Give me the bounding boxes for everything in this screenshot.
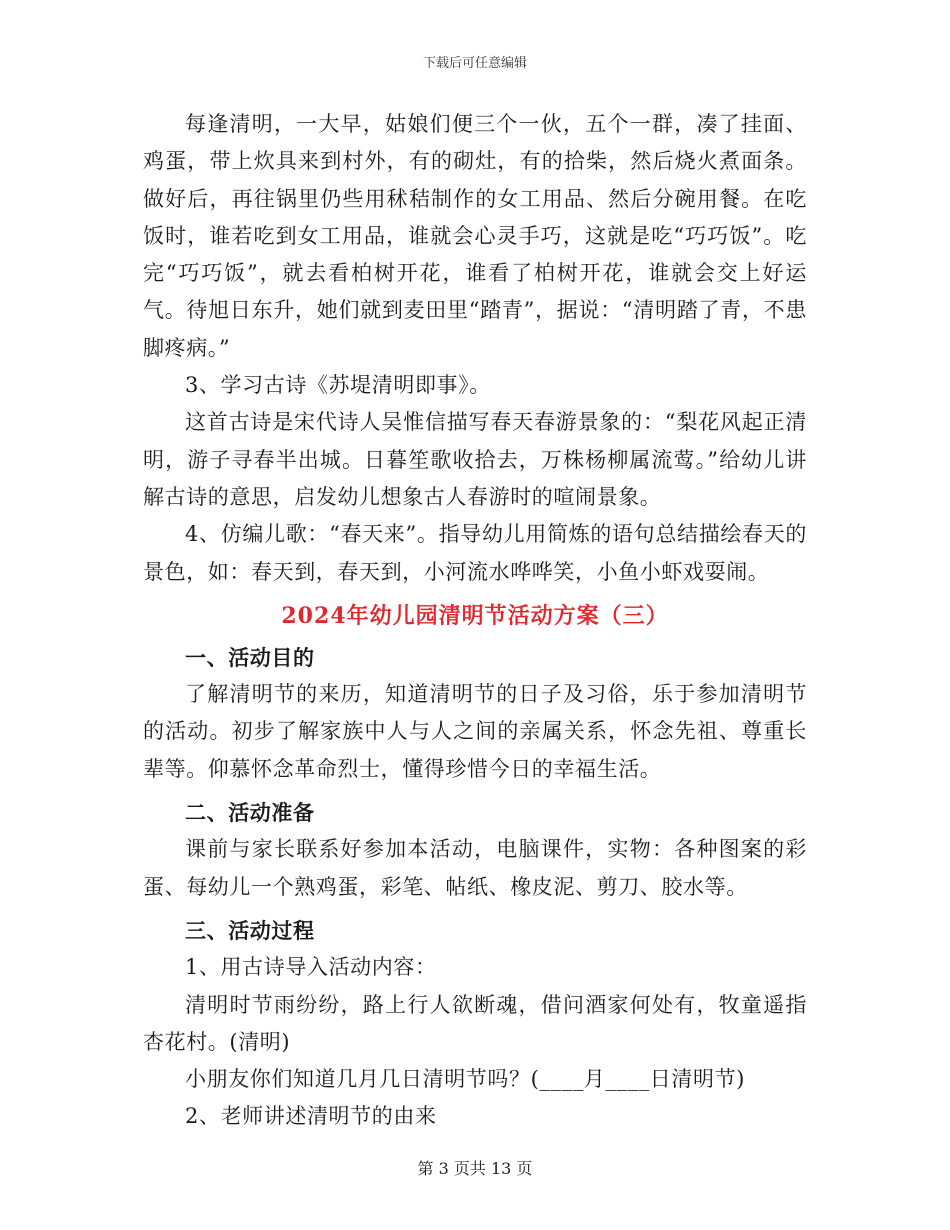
paragraph-step-1: 1、用古诗导入活动内容： [185, 955, 437, 980]
heading-activity-process: 三、活动过程 [185, 917, 315, 943]
paragraph-step-2: 2、老师讲述清明节的由来 [185, 1104, 437, 1129]
paragraph-item-3: 3、学习古诗《苏堤清明即事》。 [185, 373, 491, 398]
page-number: 第 3 页共 13 页 [417, 1159, 533, 1178]
heading-activity-prep: 二、活动准备 [185, 800, 315, 826]
paragraph-question: 小朋友你们知道几月几日清明节吗？(____月____日清明节) [185, 1067, 745, 1092]
document-body [143, 106, 807, 1136]
paragraph-poem: 清明时节雨纷纷，路上行人欲断魂，借问酒家何处有，牧童遥指杏花村。(清明) [143, 992, 807, 1054]
header-note: 下载后可任意编辑 [422, 56, 527, 71]
section-title: 2024年幼儿园清明节活动方案（三） [281, 602, 669, 629]
paragraph-item-4: 4、仿编儿歌：“春天来”。指导幼儿用简炼的语句总结描绘春天的景色，如：春天到，春天到，小河流水哗哗笑，小鱼小虾戏耍闹。 [143, 522, 807, 584]
paragraph-activity-goal: 了解清明节的来历，知道清明节的日子及习俗，乐于参加清明节的活动。初步了解家族中人与人之间的亲属关系，怀念先祖、尊重长辈等。仰慕怀念革命烈士，懂得珍惜今日的幸福生活。 [143, 682, 807, 781]
paragraph-poem-explanation: 这首古诗是宋代诗人吴惟信描写春天春游景象的：“梨花风起正清明，游子寻春半出城。日暮笙歌收拾去，万株杨柳属流莺。”给幼儿讲解古诗的意思，启发幼儿想象古人春游时的喧闹景象。 [143, 410, 807, 509]
paragraph-custom-description: 每逢清明，一大早，姑娘们便三个一伙，五个一群，凑了挂面、鸡蛋，带上炊具来到村外，有的砌灶，有的拾柴，然后烧火煮面条。做好后，再往锅里仍些用秫秸制作的女工用品、然后分碗用餐。在吃饭时，谁若吃到女工用品，谁就会心灵手巧，这就是吃“巧巧饭”。吃完“巧巧饭”，就去看柏树开花，谁看了柏树开花，谁就会交上好运气。待旭日东升，她们就到麦田里“踏青”，据说：“清明踏了青，不患脚疼病。” [143, 112, 807, 360]
heading-activity-goal: 一、活动目的 [185, 644, 315, 670]
paragraph-activity-prep: 课前与家长联系好参加本活动，电脑课件，实物：各种图案的彩蛋、每幼儿一个熟鸡蛋，彩笔、帖纸、橡皮泥、剪刀、胶水等。 [143, 837, 807, 899]
